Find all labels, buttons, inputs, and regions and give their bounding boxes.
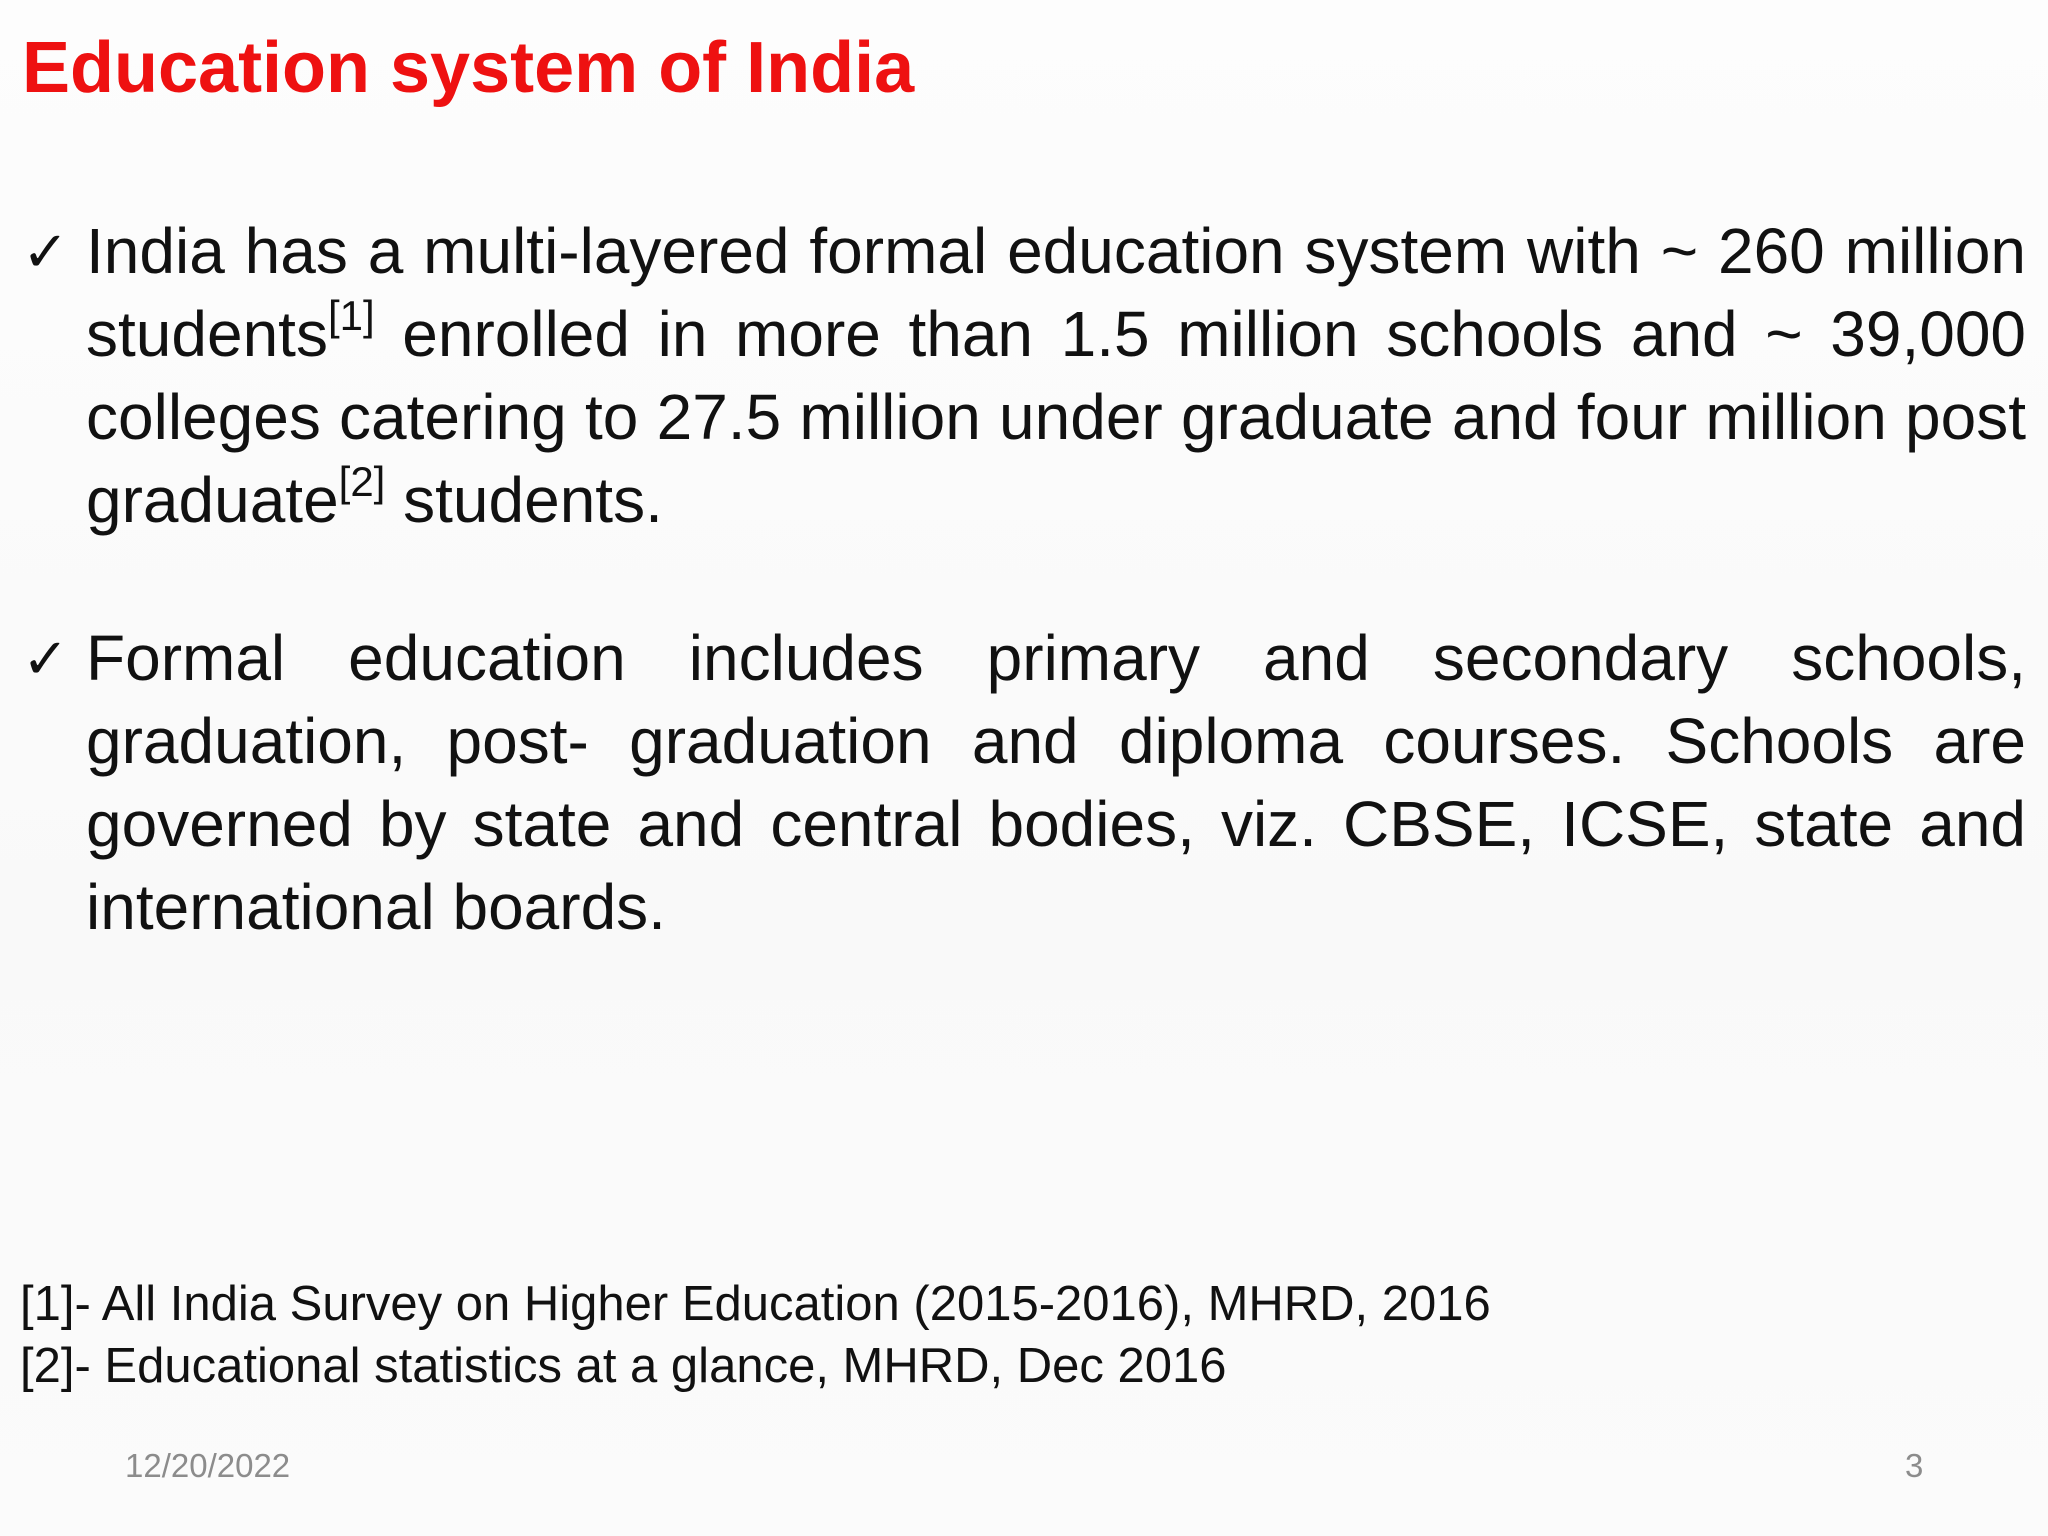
citation-marker: [1]	[327, 291, 375, 339]
citation-marker: [2]	[338, 457, 386, 505]
page-number: 3	[1905, 1447, 1924, 1484]
bullet-list	[22, 210, 2026, 949]
bullet-text: India has a multi-layered formal education system with ~ 260 million students	[86, 215, 2026, 370]
references	[20, 1273, 1491, 1397]
slide-title: Education system of India	[22, 28, 915, 108]
checkmark-icon: ✓	[22, 220, 69, 283]
footer-date: 12/20/2022	[125, 1447, 291, 1484]
bullet-item	[22, 617, 2026, 949]
bullet-text: enrolled in more than 1.5 million schools and ~ 39,000 colleges catering to 27.5 million under graduate and four million post graduate	[86, 298, 2026, 536]
reference-item: [2]- Educational statistics at a glance, MHRD, Dec 2016	[20, 1339, 1227, 1393]
reference-item: [1]- All India Survey on Higher Education (2015-2016), MHRD, 2016	[20, 1277, 1491, 1331]
bullet-item	[22, 210, 2026, 542]
bullet-text: Formal education includes primary and secondary schools, graduation, post- graduation and diploma courses. Schools are governed by state and central bodies, viz. CBSE, ICSE, state and international boards.	[86, 622, 2026, 943]
checkmark-icon: ✓	[22, 627, 69, 690]
bullet-text: students.	[385, 464, 663, 536]
